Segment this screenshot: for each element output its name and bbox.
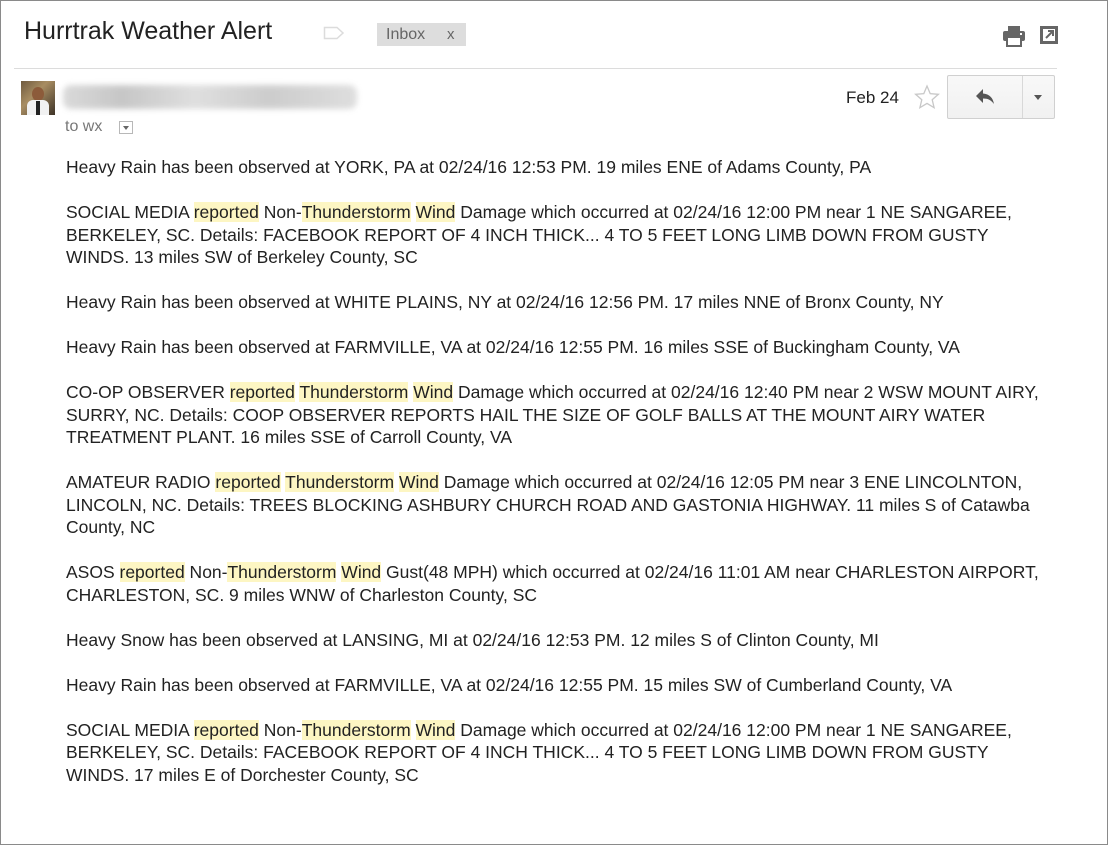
alert-message [66,156,1041,179]
sender-address-redacted[interactable] [63,85,357,109]
highlighted-term: Thunderstorm [301,719,411,740]
highlighted-term: Thunderstorm [301,202,411,222]
recipient-line: to wx [65,118,103,135]
email-body [66,156,1041,809]
alert-message [66,336,1041,359]
message-text: Gust(48 MPH) which occurred at 02/24/16 11:01 AM near CHARLESTON AIRPORT, CHARLESTON, SC. 9 miles WNW of Charleston County, SC [66,562,1039,605]
inbox-label-chip[interactable] [377,23,466,46]
remove-label-button[interactable]: x [447,26,455,43]
reply-arrow-icon [975,88,995,106]
highlighted-term: Wind [413,382,454,402]
message-text [411,202,416,222]
message-text: AMATEUR RADIO [66,472,216,492]
highlighted-term: reported [193,202,259,222]
highlighted-term: Thunderstorm [285,472,395,492]
email-date: Feb 24 [846,88,899,107]
more-options-button[interactable] [1022,76,1054,118]
email-subject: Hurrtrak Weather Alert [24,17,273,45]
message-text: Heavy Rain has been observed at FARMVILLE, VA at 02/24/16 12:55 PM. 15 miles SW of Cumberland County, VA [66,674,953,695]
message-text: Heavy Snow has been observed at LANSING, MI at 02/24/16 12:53 PM. 12 miles S of Clinton County, MI [66,629,879,650]
star-outline-icon[interactable] [914,84,940,115]
message-text: Non- [184,562,228,582]
alert-message [66,719,1041,787]
alert-message [66,201,1041,269]
message-text: Heavy Rain has been observed at FARMVILLE, VA at 02/24/16 12:55 PM. 16 miles SSE of Buckingham County, VA [66,337,960,357]
highlighted-term: reported [119,562,185,582]
highlighted-term: Wind [398,472,439,492]
highlighted-term: Wind [415,202,456,222]
reply-button[interactable] [948,76,1022,118]
highlighted-term: Thunderstorm [227,562,337,582]
highlighted-term: reported [229,382,295,402]
highlighted-term: Wind [415,719,456,740]
message-text: SOCIAL MEDIA [66,202,194,222]
label-outline-icon[interactable] [323,25,345,46]
highlighted-term: Wind [341,562,382,582]
message-text: CO-OP OBSERVER [66,382,230,402]
alert-message [66,291,1041,314]
header-divider [14,68,1057,69]
message-text: Heavy Rain has been observed at WHITE PLAINS, NY at 02/24/16 12:56 PM. 17 miles NNE of Bronx County, NY [66,292,944,312]
message-text: Damage which occurred at 02/24/16 12:00 PM near 1 NE SANGAREE, BERKELEY, SC. Details: FACEBOOK REPORT OF 4 INCH THICK... 4 TO 5 FEET LONG LIMB DOWN FROM GUSTY WINDS. 13 miles SW of Berkeley County, SC [66,202,1012,267]
message-text: Damage which occurred at 02/24/16 12:40 PM near 2 WSW MOUNT AIRY, SURRY, NC. Details: COOP OBSERVER REPORTS HAIL THE SIZE OF GOLF BALLS AT THE MOUNT AIRY WATER TREATMENT PLANT. 16 miles SSE of Carroll County, VA [66,382,1039,447]
reply-button-group [947,75,1055,119]
printer-icon[interactable] [1002,25,1026,52]
inbox-label-text: Inbox [386,26,426,43]
highlighted-term: reported [193,719,259,740]
alert-message [66,674,1041,697]
subject-bar [1,1,1107,69]
message-text: SOCIAL MEDIA [66,719,194,740]
alert-message [66,561,1041,606]
alert-message [66,471,1041,539]
message-text: Non- [258,202,302,222]
open-in-new-window-icon[interactable] [1039,25,1059,50]
avatar[interactable] [21,81,55,115]
alert-message [66,381,1041,449]
message-text: Damage which occurred at 02/24/16 12:05 PM near 3 ENE LINCOLNTON, LINCOLN, NC. Details: TREES BLOCKING ASHBURY CHURCH ROAD AND GASTONIA HIGHWAY. 11 miles S of Catawba County, NC [66,472,1030,537]
highlighted-term: Thunderstorm [299,382,409,402]
message-text: Damage which occurred at 02/24/16 12:00 PM near 1 NE SANGAREE, BERKELEY, SC. Details: FACEBOOK REPORT OF 4 INCH THICK... 4 TO 5 FEET LONG LIMB DOWN FROM GUSTY WINDS. 17 miles E of Dorchester County, SC [66,719,1012,785]
message-text: Heavy Rain has been observed at YORK, PA at 02/24/16 12:53 PM. 19 miles ENE of Adams County, PA [66,157,872,177]
message-text [411,720,416,740]
alert-message [66,629,1041,652]
message-text: Non- [258,719,302,740]
highlighted-term: reported [215,472,281,492]
message-text: ASOS [66,562,120,582]
recipient-details-dropdown[interactable] [119,121,133,134]
